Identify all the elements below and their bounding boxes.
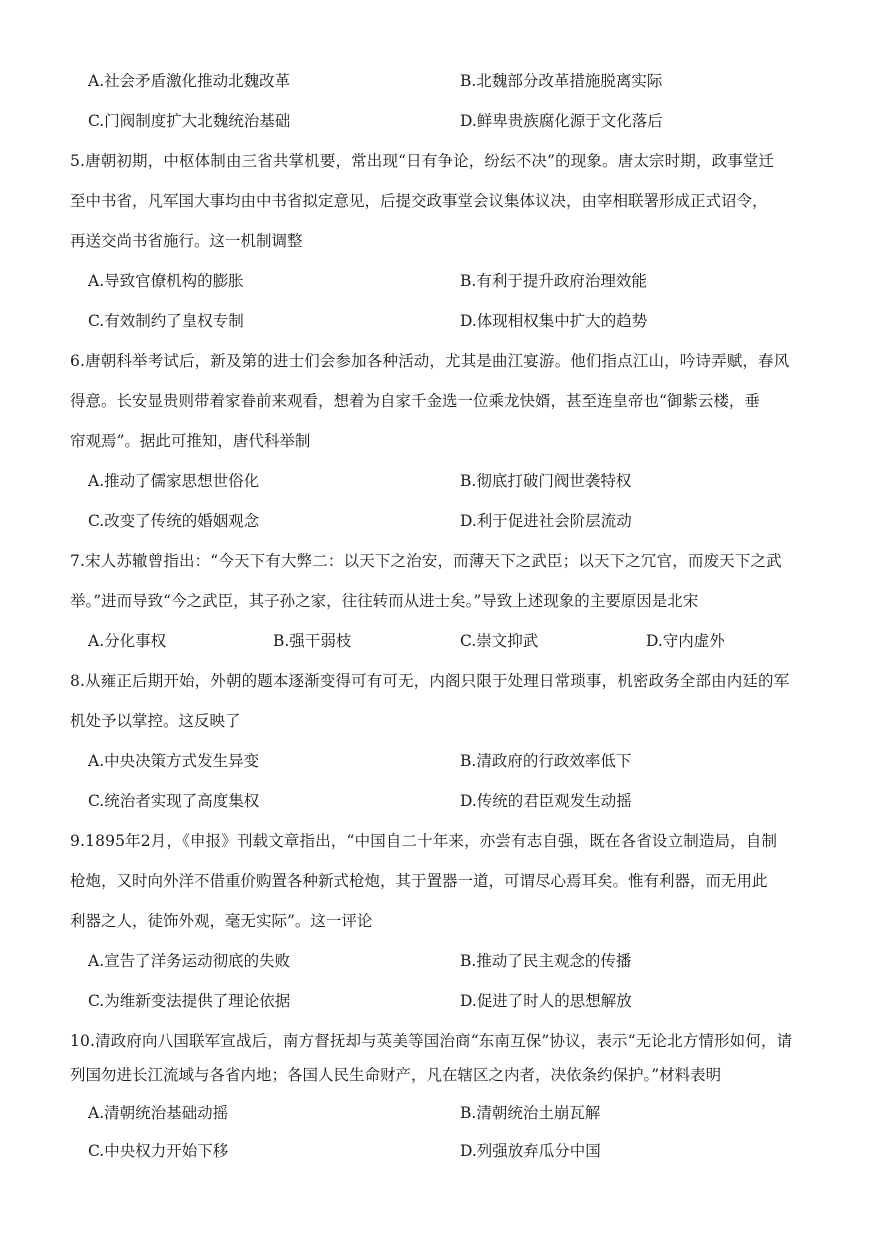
q9-option-c: C.为维新变法提供了理论依据: [88, 992, 291, 1010]
q6-option-a: A.推动了儒家思想世俗化: [88, 472, 260, 490]
q9-option-b: B.推动了民主观念的传播: [460, 952, 632, 970]
q4-option-a: A.社会矛盾激化推动北魏改革: [88, 72, 291, 90]
q8-stem-line-1: 8.从雍正后期开始，外朝的题本逐渐变得可有可无，内阁只限于处理日常琐事，机密政务全部由内廷的军: [70, 672, 790, 690]
q5-option-d: D.体现相权集中扩大的趋势: [460, 312, 648, 330]
q10-option-b: B.清朝统治土崩瓦解: [460, 1104, 601, 1122]
q5-option-a: A.导致官僚机构的膨胀: [88, 272, 244, 290]
q4-option-b: B.北魏部分改革措施脱离实际: [460, 72, 663, 90]
q5-stem-line-3: 再送交尚书省施行。这一机制调整: [70, 232, 303, 250]
q7-option-d: D.守内虚外: [646, 632, 725, 650]
q7-option-a: A.分化事权: [88, 632, 167, 650]
q9-stem-line-2: 枪炮，又时向外洋不借重价购置各种新式枪炮，其于置器一道，可谓尽心焉耳矣。惟有利器，而无用此: [70, 872, 768, 890]
q7-option-b: B.强干弱枝: [273, 632, 352, 650]
q8-option-b: B.清政府的行政效率低下: [460, 752, 632, 770]
q6-option-c: C.改变了传统的婚姻观念: [88, 512, 260, 530]
q7-option-c: C.崇文抑武: [460, 632, 539, 650]
q6-stem-line-2: 得意。长安显贵则带着家眷前来观看，想着为自家千金选一位乘龙快婿，甚至连皇帝也“御紫云楼，垂: [70, 392, 760, 410]
q8-option-a: A.中央决策方式发生异变: [88, 752, 260, 770]
q5-option-c: C.有效制约了皇权专制: [88, 312, 244, 330]
q6-stem-line-3: 帘观焉”。据此可推知，唐代科举制: [70, 432, 311, 450]
q8-stem-line-2: 机处予以掌控。这反映了: [70, 712, 241, 730]
q6-option-b: B.彻底打破门阀世袭特权: [460, 472, 632, 490]
q5-stem-line-1: 5.唐朝初期，中枢体制由三省共掌机要，常出现“日有争论，纷纭不决”的现象。唐太宗时期，政事堂迁: [70, 152, 775, 170]
q6-stem-line-1: 6.唐朝科举考试后，新及第的进士们会参加各种活动，尤其是曲江宴游。他们指点江山，吟诗弄赋，春风: [70, 352, 790, 370]
q9-stem-line-1: 9.1895年2月，《申报》刊载文章指出，“中国自二十年来，亦尝有志自强，既在各省设立制造局，自制: [70, 832, 778, 850]
q9-option-d: D.促进了时人的思想解放: [460, 992, 632, 1010]
q10-stem-line-2: 列国勿进长江流域与各省内地；各国人民生命财产，凡在辖区之内者，决依条约保护。”材料表明: [70, 1066, 722, 1084]
q10-stem-line-1: 10.清政府向八国联军宣战后，南方督抚却与英美等国治商“东南互保”协议，表示“无论北方情形如何，请: [70, 1032, 793, 1050]
q9-option-a: A.宣告了洋务运动彻底的失败: [88, 952, 291, 970]
q8-option-d: D.传统的君臣观发生动摇: [460, 792, 632, 810]
q10-option-c: C.中央权力开始下移: [88, 1142, 229, 1160]
q10-option-a: A.清朝统治基础动摇: [88, 1104, 229, 1122]
q5-stem-line-2: 至中书省，凡军国大事均由中书省拟定意见，后提交政事堂会议集体议决，由宰相联署形成正式诏令，: [70, 192, 768, 210]
q4-option-c: C.门阀制度扩大北魏统治基础: [88, 112, 291, 130]
q5-option-b: B.有利于提升政府治理效能: [460, 272, 647, 290]
q7-stem-line-2: 举。”进而导致“今之武臣，其子孙之家，往往转而从进士矣。”导致上述现象的主要原因是北宋: [70, 592, 699, 610]
q10-option-d: D.列强放弃瓜分中国: [460, 1142, 601, 1160]
q9-stem-line-3: 利器之人，徒饰外观，毫无实际”。这一评论: [70, 912, 373, 930]
q6-option-d: D.利于促进社会阶层流动: [460, 512, 632, 530]
q8-option-c: C.统治者实现了高度集权: [88, 792, 260, 810]
q4-option-d: D.鲜卑贵族腐化源于文化落后: [460, 112, 663, 130]
q7-stem-line-1: 7.宋人苏辙曾指出：“今天下有大弊二：以天下之治安，而薄天下之武臣；以天下之冗官，而废天下之武: [70, 552, 782, 570]
